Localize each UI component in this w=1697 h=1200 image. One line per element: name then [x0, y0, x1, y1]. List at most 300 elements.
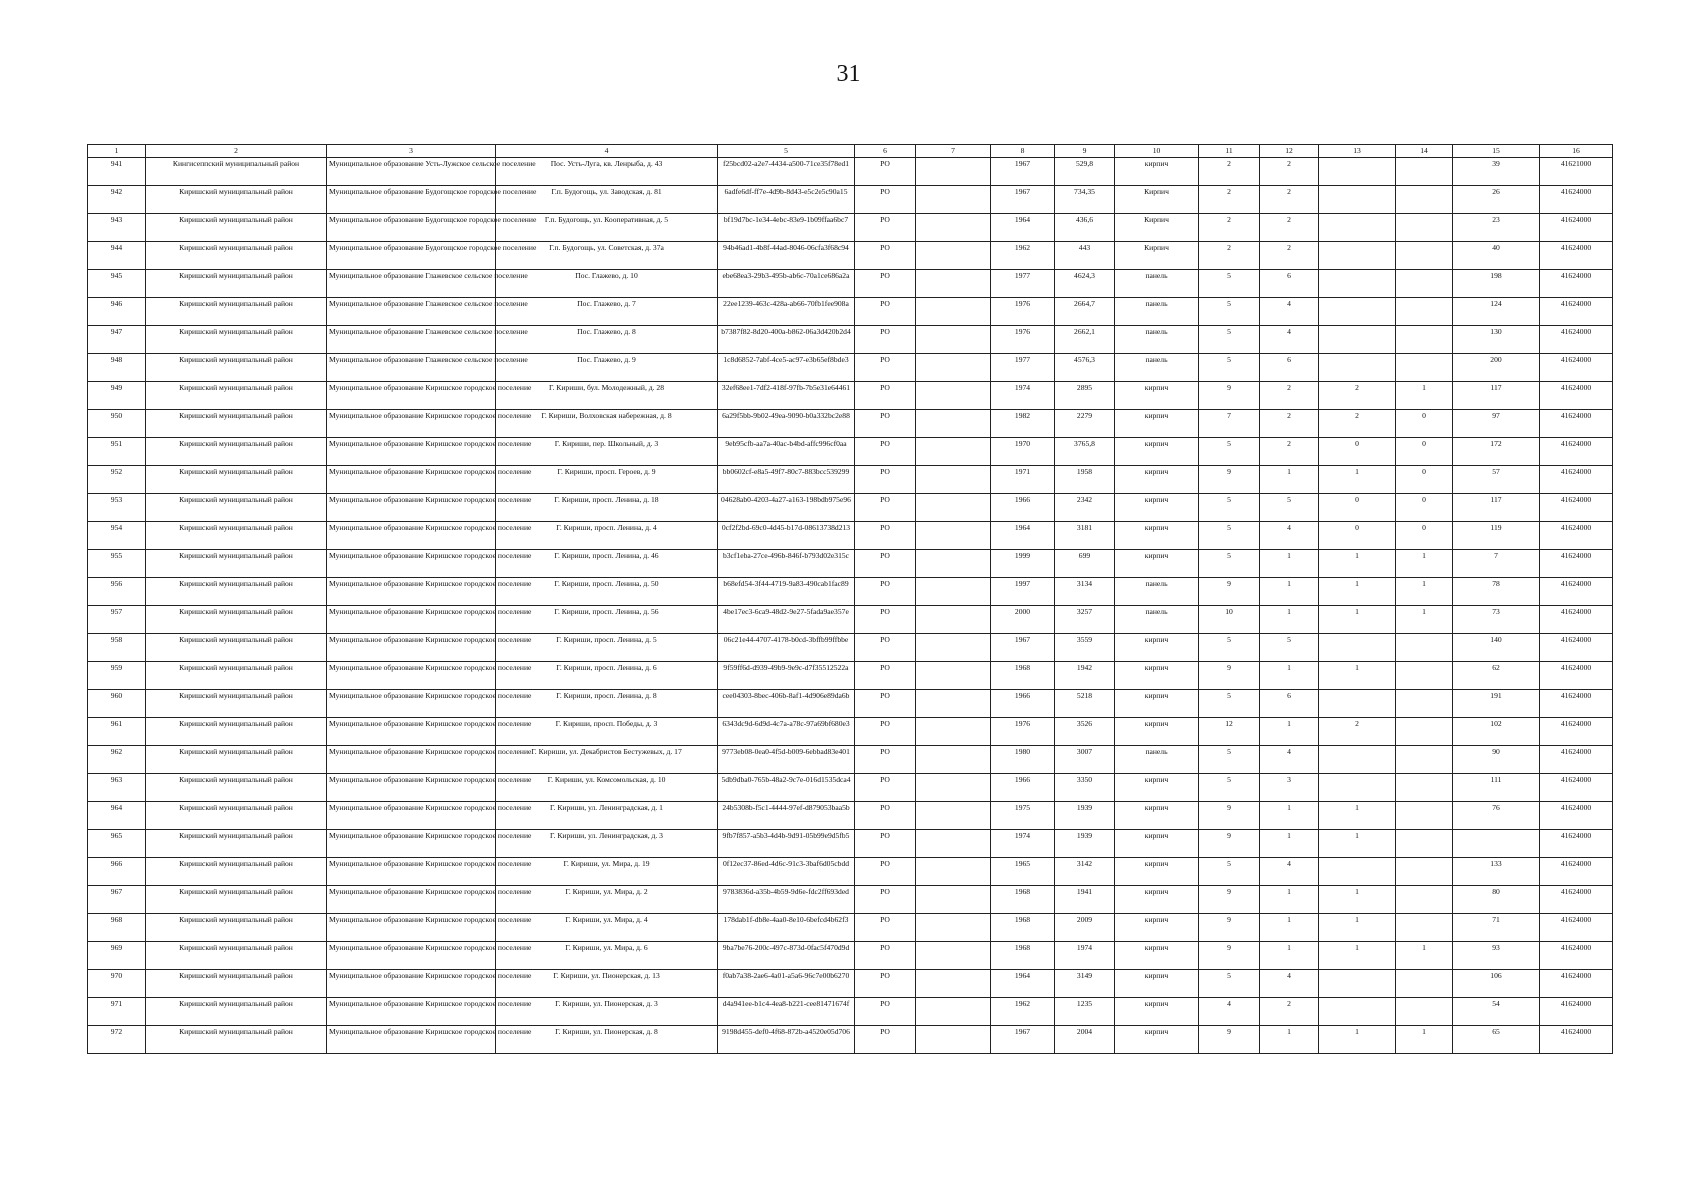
table-cell-col-2: Киришский муниципальный район: [146, 830, 327, 858]
table-cell-col-5: b3cf1eba-27ce-496b-846f-b793d02e315c: [718, 550, 855, 578]
table-cell-col-5: 6a29f5bb-9b02-49ea-9090-b0a332bc2e88: [718, 410, 855, 438]
table-cell-col-2: Киришский муниципальный район: [146, 746, 327, 774]
table-cell-col-7: [916, 186, 991, 214]
table-cell-col-3: Муниципальное образование Киришское городское поселение: [327, 522, 496, 550]
table-cell-col-9: 699: [1055, 550, 1115, 578]
column-header-16: 16: [1540, 145, 1613, 158]
table-cell-col-11: 9: [1199, 942, 1260, 970]
table-cell-col-5: 178dab1f-db8e-4aa0-8e10-6befcd4b62f3: [718, 914, 855, 942]
table-cell-col-11: 2: [1199, 158, 1260, 186]
table-cell-col-5: cee04303-8bec-406b-8af1-4d906e89da6b: [718, 690, 855, 718]
table-row: [88, 690, 1613, 718]
table-row: [88, 382, 1613, 410]
table-cell-col-5: 94b46ad1-4b8f-44ad-8046-06cfa3f68c94: [718, 242, 855, 270]
table-cell-col-13: 1: [1319, 578, 1396, 606]
table-cell-col-16: 41624000: [1540, 466, 1613, 494]
table-cell-col-1: 965: [88, 830, 146, 858]
table-row: [88, 774, 1613, 802]
table-cell-col-6: РО: [855, 410, 916, 438]
table-cell-col-14: [1396, 998, 1453, 1026]
table-cell-col-13: [1319, 158, 1396, 186]
table-cell-col-3: Муниципальное образование Киришское городское поселение: [327, 830, 496, 858]
table-cell-col-12: 2: [1260, 998, 1319, 1026]
table-cell-col-7: [916, 718, 991, 746]
table-cell-col-6: РО: [855, 494, 916, 522]
table-cell-col-7: [916, 522, 991, 550]
table-cell-col-11: 5: [1199, 494, 1260, 522]
table-cell-col-11: 5: [1199, 438, 1260, 466]
table-cell-col-12: 2: [1260, 438, 1319, 466]
table-cell-col-15: 133: [1453, 858, 1540, 886]
table-cell-col-3: Муниципальное образование Киришское городское поселение: [327, 746, 496, 774]
table-cell-col-1: 972: [88, 1026, 146, 1054]
table-cell-col-3: Муниципальное образование Киришское городское поселение: [327, 802, 496, 830]
table-cell-col-14: [1396, 970, 1453, 998]
table-cell-col-14: 1: [1396, 1026, 1453, 1054]
table-cell-col-1: 941: [88, 158, 146, 186]
table-cell-col-13: 1: [1319, 550, 1396, 578]
table-cell-col-15: 117: [1453, 382, 1540, 410]
table-cell-col-10: панель: [1115, 354, 1199, 382]
table-cell-col-9: 3526: [1055, 718, 1115, 746]
table-cell-col-1: 968: [88, 914, 146, 942]
table-cell-col-15: 200: [1453, 354, 1540, 382]
table-cell-col-16: 41624000: [1540, 634, 1613, 662]
table-cell-col-8: 1964: [991, 522, 1055, 550]
table-row: [88, 970, 1613, 998]
table-cell-col-1: 970: [88, 970, 146, 998]
table-cell-col-8: 1967: [991, 634, 1055, 662]
table-cell-col-11: 10: [1199, 606, 1260, 634]
table-cell-col-5: 9773eb08-0ea0-4f5d-b009-6ebbad83e401: [718, 746, 855, 774]
table-cell-col-14: [1396, 354, 1453, 382]
table-cell-col-9: 3181: [1055, 522, 1115, 550]
table-cell-col-12: 2: [1260, 242, 1319, 270]
table-cell-col-8: 1968: [991, 942, 1055, 970]
table-cell-col-1: 964: [88, 802, 146, 830]
table-row: [88, 718, 1613, 746]
table-cell-col-11: 9: [1199, 578, 1260, 606]
table-cell-col-14: [1396, 186, 1453, 214]
table-cell-col-10: кирпич: [1115, 494, 1199, 522]
table-cell-col-16: 41624000: [1540, 690, 1613, 718]
table-cell-col-15: 73: [1453, 606, 1540, 634]
table-cell-col-8: 1965: [991, 858, 1055, 886]
table-cell-col-10: кирпич: [1115, 466, 1199, 494]
table-cell-col-11: 9: [1199, 1026, 1260, 1054]
table-cell-col-9: 2895: [1055, 382, 1115, 410]
table-cell-col-2: Киришский муниципальный район: [146, 522, 327, 550]
table-cell-col-6: РО: [855, 998, 916, 1026]
table-cell-col-14: 1: [1396, 606, 1453, 634]
table-cell-col-7: [916, 578, 991, 606]
table-row: [88, 1026, 1613, 1054]
table-cell-col-8: 1971: [991, 466, 1055, 494]
table-cell-col-6: РО: [855, 522, 916, 550]
table-cell-col-1: 954: [88, 522, 146, 550]
table-cell-col-15: 117: [1453, 494, 1540, 522]
table-cell-col-4: Г. Кириши, просп. Ленина, д. 6: [496, 662, 718, 690]
table-cell-col-13: 1: [1319, 830, 1396, 858]
table-cell-col-14: [1396, 802, 1453, 830]
table-cell-col-16: 41624000: [1540, 438, 1613, 466]
table-cell-col-10: кирпич: [1115, 830, 1199, 858]
table-cell-col-8: 1997: [991, 578, 1055, 606]
table-cell-col-1: 960: [88, 690, 146, 718]
table-cell-col-6: РО: [855, 214, 916, 242]
table-cell-col-9: 3134: [1055, 578, 1115, 606]
table-cell-col-7: [916, 634, 991, 662]
table-cell-col-15: 78: [1453, 578, 1540, 606]
table-row: [88, 886, 1613, 914]
table-cell-col-2: Киришский муниципальный район: [146, 942, 327, 970]
table-cell-col-12: 1: [1260, 550, 1319, 578]
table-cell-col-13: 2: [1319, 382, 1396, 410]
table-cell-col-9: 1235: [1055, 998, 1115, 1026]
table-cell-col-6: РО: [855, 326, 916, 354]
table-cell-col-1: 948: [88, 354, 146, 382]
table-cell-col-15: 106: [1453, 970, 1540, 998]
table-cell-col-11: 9: [1199, 662, 1260, 690]
table-cell-col-15: 198: [1453, 270, 1540, 298]
table-cell-col-10: панель: [1115, 326, 1199, 354]
table-cell-col-4: Г.п. Будогощь, ул. Заводская, д. 81: [496, 186, 718, 214]
table-cell-col-3: Муниципальное образование Киришское городское поселение: [327, 718, 496, 746]
table-cell-col-10: кирпич: [1115, 522, 1199, 550]
table-cell-col-5: 1c8d6852-7abf-4ce5-ac97-e3b65ef8bde3: [718, 354, 855, 382]
table-cell-col-16: 41624000: [1540, 802, 1613, 830]
table-cell-col-4: Г. Кириши, просп. Ленина, д. 50: [496, 578, 718, 606]
table-row: [88, 494, 1613, 522]
table-cell-col-8: 1966: [991, 494, 1055, 522]
table-cell-col-7: [916, 438, 991, 466]
table-cell-col-1: 963: [88, 774, 146, 802]
table-cell-col-5: 24b5308b-f5c1-4444-97ef-d879053baa5b: [718, 802, 855, 830]
table-cell-col-7: [916, 214, 991, 242]
table-cell-col-6: РО: [855, 774, 916, 802]
table-cell-col-13: [1319, 270, 1396, 298]
table-cell-col-9: 3559: [1055, 634, 1115, 662]
table-cell-col-12: 2: [1260, 158, 1319, 186]
housing-registry-table: [87, 144, 1613, 1054]
table-cell-col-10: Кирпич: [1115, 242, 1199, 270]
table-cell-col-15: 71: [1453, 914, 1540, 942]
column-header-14: 14: [1396, 145, 1453, 158]
table-cell-col-7: [916, 326, 991, 354]
table-cell-col-12: 4: [1260, 970, 1319, 998]
table-cell-col-11: 5: [1199, 298, 1260, 326]
table-cell-col-4: Г. Кириши, пер. Школьный, д. 3: [496, 438, 718, 466]
table-cell-col-2: Киришский муниципальный район: [146, 998, 327, 1026]
table-row: [88, 914, 1613, 942]
table-cell-col-7: [916, 886, 991, 914]
table-cell-col-5: 9198d455-def0-4f68-872b-a4520e05d706: [718, 1026, 855, 1054]
table-cell-col-3: Муниципальное образование Киришское городское поселение: [327, 998, 496, 1026]
table-cell-col-16: 41624000: [1540, 522, 1613, 550]
table-cell-col-14: [1396, 270, 1453, 298]
table-cell-col-9: 529,8: [1055, 158, 1115, 186]
table-cell-col-14: [1396, 298, 1453, 326]
table-cell-col-15: 7: [1453, 550, 1540, 578]
table-cell-col-6: РО: [855, 550, 916, 578]
column-header-1: 1: [88, 145, 146, 158]
table-cell-col-14: 0: [1396, 466, 1453, 494]
table-cell-col-13: [1319, 186, 1396, 214]
table-cell-col-12: 1: [1260, 802, 1319, 830]
table-cell-col-9: 1941: [1055, 886, 1115, 914]
table-cell-col-11: 5: [1199, 326, 1260, 354]
table-cell-col-3: Муниципальное образование Глажевское сельское поселение: [327, 298, 496, 326]
table-cell-col-13: 1: [1319, 914, 1396, 942]
table-cell-col-13: 1: [1319, 606, 1396, 634]
column-number-row: [88, 145, 1613, 158]
table-cell-col-14: [1396, 718, 1453, 746]
table-row: [88, 662, 1613, 690]
table-cell-col-13: [1319, 858, 1396, 886]
table-cell-col-10: кирпич: [1115, 158, 1199, 186]
table-cell-col-11: 5: [1199, 858, 1260, 886]
table-cell-col-10: кирпич: [1115, 382, 1199, 410]
table-cell-col-14: 1: [1396, 550, 1453, 578]
table-cell-col-12: 1: [1260, 718, 1319, 746]
table-cell-col-15: 102: [1453, 718, 1540, 746]
table-cell-col-16: 41624000: [1540, 298, 1613, 326]
table-cell-col-11: 4: [1199, 998, 1260, 1026]
table-cell-col-13: 1: [1319, 662, 1396, 690]
table-cell-col-5: 0f12ec37-86ed-4d6c-91c3-3baf6d05cbdd: [718, 858, 855, 886]
table-cell-col-12: 2: [1260, 410, 1319, 438]
table-cell-col-1: 957: [88, 606, 146, 634]
table-cell-col-8: 1962: [991, 998, 1055, 1026]
table-cell-col-16: 41624000: [1540, 354, 1613, 382]
table-cell-col-14: [1396, 690, 1453, 718]
table-cell-col-9: 1974: [1055, 942, 1115, 970]
table-cell-col-10: Кирпич: [1115, 214, 1199, 242]
table-row: [88, 830, 1613, 858]
table-cell-col-4: Г. Кириши, ул. Пионерская, д. 3: [496, 998, 718, 1026]
table-cell-col-6: РО: [855, 830, 916, 858]
table-cell-col-15: 130: [1453, 326, 1540, 354]
table-cell-col-9: 734,35: [1055, 186, 1115, 214]
table-cell-col-7: [916, 802, 991, 830]
table-cell-col-14: [1396, 914, 1453, 942]
table-cell-col-7: [916, 494, 991, 522]
table-cell-col-12: 1: [1260, 662, 1319, 690]
table-cell-col-7: [916, 270, 991, 298]
table-cell-col-3: Муниципальное образование Киришское городское поселение: [327, 382, 496, 410]
table-cell-col-16: 41624000: [1540, 270, 1613, 298]
table-cell-col-9: 3149: [1055, 970, 1115, 998]
table-cell-col-2: Киришский муниципальный район: [146, 886, 327, 914]
table-cell-col-4: Пос. Глажево, д. 10: [496, 270, 718, 298]
table-cell-col-15: [1453, 830, 1540, 858]
table-cell-col-13: [1319, 774, 1396, 802]
table-cell-col-6: РО: [855, 298, 916, 326]
table-cell-col-5: bf19d7bc-1e34-4ebc-83e9-1b09ffaa6bc7: [718, 214, 855, 242]
table-cell-col-6: РО: [855, 438, 916, 466]
table-cell-col-15: 23: [1453, 214, 1540, 242]
column-header-15: 15: [1453, 145, 1540, 158]
table-cell-col-2: Киришский муниципальный район: [146, 970, 327, 998]
table-cell-col-4: Г. Кириши, ул. Ленинградская, д. 1: [496, 802, 718, 830]
table-cell-col-8: 1980: [991, 746, 1055, 774]
table-cell-col-2: Киришский муниципальный район: [146, 326, 327, 354]
table-cell-col-8: 1976: [991, 718, 1055, 746]
table-cell-col-4: Г. Кириши, ул. Ленинградская, д. 3: [496, 830, 718, 858]
table-cell-col-14: [1396, 662, 1453, 690]
table-cell-col-8: 1974: [991, 830, 1055, 858]
table-cell-col-16: 41624000: [1540, 970, 1613, 998]
table-cell-col-11: 5: [1199, 690, 1260, 718]
table-cell-col-15: 191: [1453, 690, 1540, 718]
table-cell-col-15: 62: [1453, 662, 1540, 690]
column-header-12: 12: [1260, 145, 1319, 158]
table-cell-col-4: Г. Кириши, просп. Ленина, д. 4: [496, 522, 718, 550]
table-cell-col-14: [1396, 886, 1453, 914]
table-cell-col-14: 1: [1396, 942, 1453, 970]
table-cell-col-9: 3350: [1055, 774, 1115, 802]
table-cell-col-2: Кингисеппский муниципальный район: [146, 158, 327, 186]
table-cell-col-5: 0cf2f2bd-69c0-4d45-b17d-08613738d213: [718, 522, 855, 550]
table-cell-col-16: 41624000: [1540, 410, 1613, 438]
table-cell-col-7: [916, 746, 991, 774]
table-cell-col-13: [1319, 298, 1396, 326]
table-cell-col-13: [1319, 970, 1396, 998]
table-cell-col-16: 41624000: [1540, 242, 1613, 270]
table-cell-col-14: [1396, 634, 1453, 662]
table-cell-col-16: 41624000: [1540, 942, 1613, 970]
table-cell-col-11: 2: [1199, 214, 1260, 242]
table-row: [88, 270, 1613, 298]
table-row: [88, 998, 1613, 1026]
table-row: [88, 214, 1613, 242]
table-row: [88, 186, 1613, 214]
table-cell-col-3: Муниципальное образование Киришское городское поселение: [327, 774, 496, 802]
table-cell-col-3: Муниципальное образование Киришское городское поселение: [327, 942, 496, 970]
table-cell-col-11: 9: [1199, 802, 1260, 830]
table-cell-col-16: 41624000: [1540, 662, 1613, 690]
table-cell-col-13: [1319, 690, 1396, 718]
table-cell-col-3: Муниципальное образование Киришское городское поселение: [327, 578, 496, 606]
table-cell-col-11: 5: [1199, 354, 1260, 382]
table-cell-col-14: 0: [1396, 438, 1453, 466]
table-cell-col-9: 2009: [1055, 914, 1115, 942]
table-row: [88, 242, 1613, 270]
table-cell-col-10: кирпич: [1115, 718, 1199, 746]
table-cell-col-5: 9f59ff6d-d939-49b9-9e9c-d7f35512522a: [718, 662, 855, 690]
table-cell-col-14: [1396, 326, 1453, 354]
table-cell-col-7: [916, 158, 991, 186]
table-cell-col-14: [1396, 830, 1453, 858]
table-cell-col-10: кирпич: [1115, 858, 1199, 886]
table-cell-col-11: 5: [1199, 746, 1260, 774]
table-cell-col-7: [916, 970, 991, 998]
table-cell-col-5: 5db9dba0-765b-48a2-9c7e-016d1535dca4: [718, 774, 855, 802]
table-cell-col-16: 41624000: [1540, 830, 1613, 858]
table-cell-col-15: 119: [1453, 522, 1540, 550]
table-cell-col-10: кирпич: [1115, 550, 1199, 578]
table-cell-col-13: [1319, 354, 1396, 382]
table-cell-col-11: 9: [1199, 466, 1260, 494]
table-cell-col-9: 4576,3: [1055, 354, 1115, 382]
table-row: [88, 298, 1613, 326]
column-header-13: 13: [1319, 145, 1396, 158]
table-cell-col-3: Муниципальное образование Будогощское городское поселение: [327, 214, 496, 242]
table-cell-col-13: 1: [1319, 802, 1396, 830]
table-cell-col-14: 1: [1396, 382, 1453, 410]
table-cell-col-1: 966: [88, 858, 146, 886]
table-cell-col-8: 1964: [991, 970, 1055, 998]
table-cell-col-3: Муниципальное образование Киришское городское поселение: [327, 634, 496, 662]
table-cell-col-10: кирпич: [1115, 634, 1199, 662]
table-cell-col-1: 949: [88, 382, 146, 410]
table-cell-col-13: 2: [1319, 718, 1396, 746]
table-cell-col-9: 4624,3: [1055, 270, 1115, 298]
table-cell-col-10: кирпич: [1115, 1026, 1199, 1054]
table-cell-col-2: Киришский муниципальный район: [146, 382, 327, 410]
table-cell-col-15: 39: [1453, 158, 1540, 186]
table-cell-col-10: панель: [1115, 578, 1199, 606]
table-cell-col-5: 22ee1239-463c-428a-ab66-70fb1fee908a: [718, 298, 855, 326]
table-cell-col-11: 5: [1199, 634, 1260, 662]
table-cell-col-7: [916, 690, 991, 718]
table-cell-col-10: панель: [1115, 606, 1199, 634]
table-cell-col-2: Киришский муниципальный район: [146, 1026, 327, 1054]
table-cell-col-7: [916, 914, 991, 942]
table-row: [88, 578, 1613, 606]
table-cell-col-15: 76: [1453, 802, 1540, 830]
table-cell-col-9: 1942: [1055, 662, 1115, 690]
table-cell-col-16: 41624000: [1540, 914, 1613, 942]
table-cell-col-4: Г. Кириши, просп. Ленина, д. 5: [496, 634, 718, 662]
table-cell-col-12: 5: [1260, 494, 1319, 522]
table-cell-col-3: Муниципальное образование Будогощское городское поселение: [327, 186, 496, 214]
table-cell-col-6: РО: [855, 662, 916, 690]
table-cell-col-11: 5: [1199, 270, 1260, 298]
table-cell-col-1: 959: [88, 662, 146, 690]
table-cell-col-3: Муниципальное образование Глажевское сельское поселение: [327, 354, 496, 382]
table-cell-col-2: Киришский муниципальный район: [146, 214, 327, 242]
table-cell-col-4: Г. Кириши, просп. Ленина, д. 8: [496, 690, 718, 718]
table-cell-col-13: [1319, 746, 1396, 774]
table-cell-col-7: [916, 242, 991, 270]
table-row: [88, 410, 1613, 438]
table-cell-col-5: b7387f82-8d20-400a-b862-06a3d420b2d4: [718, 326, 855, 354]
table-cell-col-2: Киришский муниципальный район: [146, 466, 327, 494]
table-cell-col-9: 1958: [1055, 466, 1115, 494]
table-cell-col-1: 942: [88, 186, 146, 214]
table-cell-col-10: кирпич: [1115, 970, 1199, 998]
table-cell-col-16: 41624000: [1540, 998, 1613, 1026]
table-cell-col-5: 04628ab0-4203-4a27-a163-198bdb975e96: [718, 494, 855, 522]
table-cell-col-12: 4: [1260, 298, 1319, 326]
table-cell-col-10: кирпич: [1115, 662, 1199, 690]
table-cell-col-3: Муниципальное образование Киришское городское поселение: [327, 466, 496, 494]
table-cell-col-6: РО: [855, 354, 916, 382]
table-cell-col-2: Киришский муниципальный район: [146, 802, 327, 830]
table-cell-col-2: Киришский муниципальный район: [146, 690, 327, 718]
table-cell-col-3: Муниципальное образование Киришское городское поселение: [327, 858, 496, 886]
table-cell-col-9: 3257: [1055, 606, 1115, 634]
table-cell-col-10: кирпич: [1115, 886, 1199, 914]
table-cell-col-6: РО: [855, 914, 916, 942]
table-cell-col-10: кирпич: [1115, 998, 1199, 1026]
table-cell-col-12: 4: [1260, 746, 1319, 774]
table-cell-col-1: 958: [88, 634, 146, 662]
table-cell-col-16: 41624000: [1540, 858, 1613, 886]
table-cell-col-1: 943: [88, 214, 146, 242]
table-cell-col-10: кирпич: [1115, 690, 1199, 718]
